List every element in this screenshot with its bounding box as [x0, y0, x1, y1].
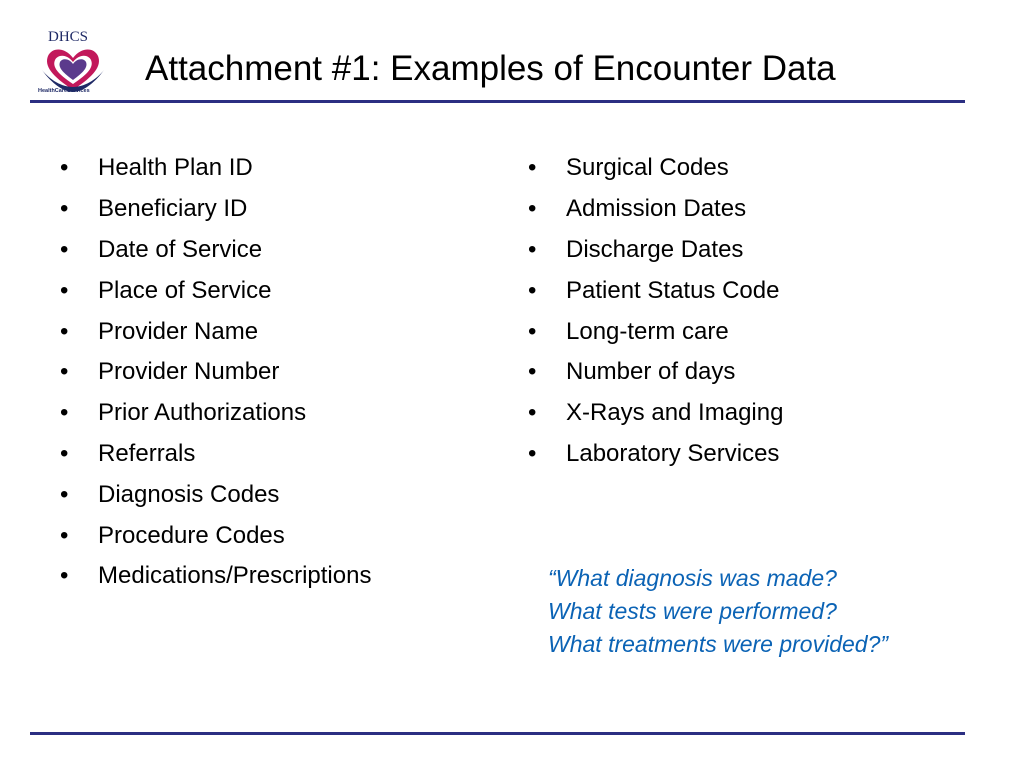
bullet-icon: • [528, 358, 537, 386]
bullet-icon: • [60, 317, 69, 345]
bullet-icon: • [528, 195, 537, 223]
bullet-icon: • [528, 235, 537, 263]
list-item [60, 352, 371, 393]
list-item-label: Date of Service [98, 235, 263, 263]
left-bullet-list [60, 148, 371, 597]
bullet-icon: • [60, 358, 69, 386]
list-item [60, 270, 371, 311]
list-item-label: Laboratory Services [566, 439, 780, 467]
list-item-label: Medications/Prescriptions [98, 562, 372, 590]
quote-line: What treatments were provided?” [548, 631, 889, 657]
list-item-label: Procedure Codes [98, 521, 285, 549]
bullet-icon: • [60, 521, 69, 549]
list-item [528, 270, 783, 311]
list-item-label: Provider Name [98, 317, 259, 345]
bullet-icon: • [60, 235, 69, 263]
list-item [60, 230, 371, 271]
list-item [60, 393, 371, 434]
list-item [528, 148, 783, 189]
list-item-label: Beneficiary ID [98, 195, 248, 223]
list-item [528, 352, 783, 393]
quote-line: What tests were performed? [548, 598, 837, 624]
list-item [60, 474, 371, 515]
list-item [528, 393, 783, 434]
list-item-label: Patient Status Code [566, 276, 780, 304]
quote-block [548, 562, 888, 661]
list-item-label: Admission Dates [566, 195, 747, 223]
list-item [60, 189, 371, 230]
list-item [528, 311, 783, 352]
list-item-label: Provider Number [98, 358, 280, 386]
dhcs-logo [38, 30, 108, 98]
bullet-icon: • [528, 439, 537, 467]
list-item-label: Number of days [566, 358, 736, 386]
list-item [528, 189, 783, 230]
list-item-label: Surgical Codes [566, 154, 729, 182]
bullet-icon: • [60, 399, 69, 427]
bullet-icon: • [528, 276, 537, 304]
list-item-label: Prior Authorizations [98, 399, 307, 427]
list-item [60, 556, 371, 597]
list-item [60, 434, 371, 475]
bullet-icon: • [528, 154, 537, 182]
list-item-label: Health Plan ID [98, 154, 253, 182]
bullet-icon: • [60, 276, 69, 304]
quote-line: “What diagnosis was made? [548, 565, 837, 591]
list-item-label: Discharge Dates [566, 235, 744, 263]
top-divider [30, 100, 965, 103]
bullet-icon: • [60, 154, 69, 182]
list-item [60, 311, 371, 352]
list-item-label: Diagnosis Codes [98, 480, 280, 508]
logo-letters: DHCS [48, 29, 89, 45]
list-item [528, 230, 783, 271]
list-item-label: X-Rays and Imaging [566, 399, 784, 427]
list-item-label: Referrals [98, 439, 196, 467]
bullet-icon: • [528, 399, 537, 427]
list-item [60, 515, 371, 556]
logo-tagline: HealthCareServices [38, 88, 90, 94]
bullet-icon: • [60, 195, 69, 223]
bullet-icon: • [528, 317, 537, 345]
bullet-icon: • [60, 480, 69, 508]
list-item [60, 148, 371, 189]
bullet-icon: • [60, 562, 69, 590]
bullet-icon: • [60, 439, 69, 467]
list-item-label: Long-term care [566, 317, 729, 345]
page-title: Attachment #1: Examples of Encounter Data [145, 49, 836, 88]
list-item-label: Place of Service [98, 276, 272, 304]
right-bullet-list [528, 148, 783, 474]
list-item [528, 434, 783, 475]
bottom-divider [30, 732, 965, 735]
